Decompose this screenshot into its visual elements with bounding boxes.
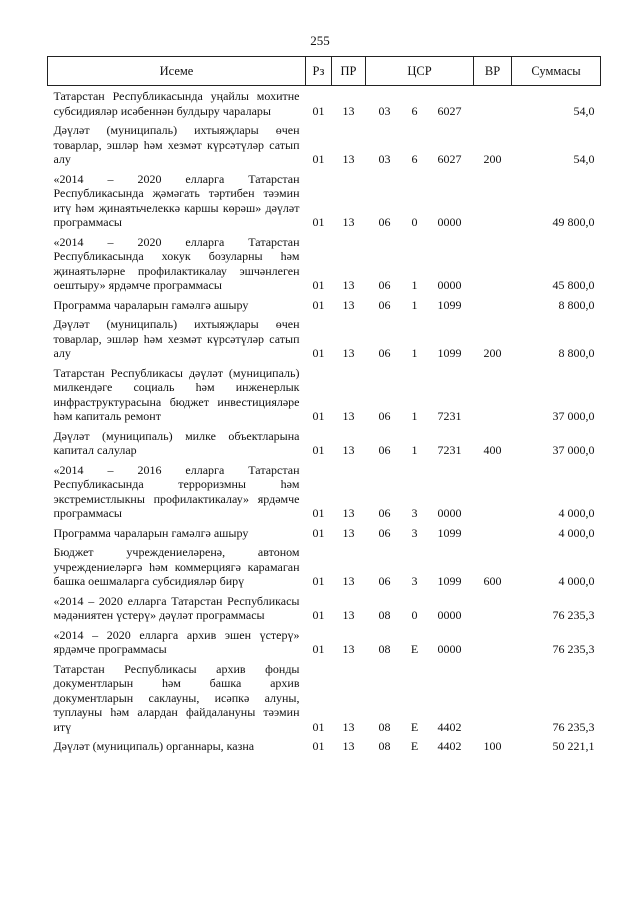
cell-vr bbox=[474, 460, 512, 523]
cell-rz: 01 bbox=[312, 608, 325, 622]
cell-name: «2014 – 2020 елларга Татарстан Республикасында җәмәгать тәртибен тәэмин итү һәм җинаятьчелеккә каршы көрәш» дәүләт программасы bbox=[53, 171, 300, 229]
cell-vr bbox=[474, 523, 512, 543]
table-row bbox=[48, 523, 601, 543]
cell-rz: 01 bbox=[312, 215, 325, 229]
cell-csr-3: 4402 bbox=[437, 719, 462, 734]
cell-rz: 01 bbox=[312, 642, 325, 656]
cell-vr bbox=[474, 625, 512, 659]
cell-sum: 54,0 bbox=[573, 152, 595, 166]
table-row bbox=[48, 314, 601, 363]
cell-csr-3: 7231 bbox=[437, 443, 462, 457]
budget-table bbox=[47, 56, 601, 756]
table-row bbox=[48, 591, 601, 625]
header-csr: ЦСР bbox=[366, 57, 474, 86]
cell-pr: 13 bbox=[342, 346, 355, 360]
cell-vr: 100 bbox=[483, 739, 502, 753]
table-row bbox=[48, 542, 601, 591]
header-name: Исеме bbox=[48, 57, 306, 86]
cell-name: Бюджет учреждениеләренә, автоном учреждениеләргә һәм коммерциягә карамаган башка оешмаларга субсидияләр бирү bbox=[53, 545, 300, 588]
cell-name: Дәүләт (муниципаль) органнары, казна bbox=[53, 739, 255, 753]
table-row bbox=[48, 232, 601, 295]
cell-csr-1: 06 bbox=[378, 278, 391, 292]
cell-rz: 01 bbox=[312, 443, 325, 457]
cell-csr-1: 08 bbox=[378, 642, 391, 656]
cell-name: Дәүләт (муниципаль) ихтыяҗлары өчен товарлар, эшләр һәм хезмәт күрсәтүләр сатып алу bbox=[53, 317, 300, 360]
cell-name: Дәүләт (муниципаль) милке объектларына капитал салулар bbox=[53, 428, 300, 457]
cell-name: Татарстан Республикасында уңайлы мохитне субсидияләр исәбеннән булдыру чаралары bbox=[53, 89, 300, 118]
cell-pr: 13 bbox=[342, 443, 355, 457]
cell-rz: 01 bbox=[312, 278, 325, 292]
table-row bbox=[48, 426, 601, 460]
cell-csr-2: 0 bbox=[411, 608, 418, 622]
cell-csr-3: 1099 bbox=[437, 525, 462, 540]
cell-pr: 13 bbox=[342, 215, 355, 229]
cell-csr-3: 1099 bbox=[437, 346, 462, 360]
cell-csr-3: 6027 bbox=[437, 103, 462, 118]
cell-name: Татарстан Республикасы архив фонды документларын һәм башка архив документларын саклауны, исәпкә алуны, туплауны һәм алардан файдалануны тәэмин итү bbox=[53, 661, 300, 734]
cell-sum: 8 800,0 bbox=[558, 346, 595, 360]
cell-vr: 200 bbox=[483, 152, 502, 166]
cell-vr: 200 bbox=[483, 346, 502, 360]
cell-csr-2: 6 bbox=[411, 152, 418, 166]
cell-csr-3: 0000 bbox=[437, 278, 462, 292]
cell-csr-3: 1099 bbox=[437, 297, 462, 312]
cell-csr-3: 4402 bbox=[437, 739, 462, 753]
cell-csr-2: 1 bbox=[411, 346, 418, 360]
cell-sum: 76 235,3 bbox=[552, 608, 595, 622]
cell-sum: 4 000,0 bbox=[558, 574, 595, 588]
cell-pr: 13 bbox=[342, 574, 355, 588]
cell-vr: 600 bbox=[483, 574, 502, 588]
cell-pr: 13 bbox=[342, 739, 355, 753]
cell-sum: 4 000,0 bbox=[558, 506, 595, 520]
cell-rz: 01 bbox=[312, 525, 325, 540]
table-row bbox=[48, 363, 601, 426]
table-row bbox=[48, 120, 601, 169]
cell-pr: 13 bbox=[342, 506, 355, 520]
cell-rz: 01 bbox=[312, 152, 325, 166]
table-row bbox=[48, 295, 601, 315]
cell-vr bbox=[474, 232, 512, 295]
cell-pr: 13 bbox=[342, 297, 355, 312]
cell-vr bbox=[474, 363, 512, 426]
cell-csr-2: Е bbox=[410, 719, 419, 734]
cell-pr: 13 bbox=[342, 278, 355, 292]
header-vr: ВР bbox=[474, 57, 512, 86]
cell-csr-1: 06 bbox=[378, 574, 391, 588]
table-header-row bbox=[48, 57, 601, 86]
cell-csr-1: 06 bbox=[378, 297, 391, 312]
cell-pr: 13 bbox=[342, 608, 355, 622]
cell-pr: 13 bbox=[342, 409, 355, 423]
cell-rz: 01 bbox=[312, 574, 325, 588]
cell-csr-2: 1 bbox=[411, 443, 418, 457]
cell-pr: 13 bbox=[342, 719, 355, 734]
cell-csr-2: 1 bbox=[411, 409, 418, 423]
cell-name: «2014 – 2020 елларга архив эшен үстерү» ярдәмче программасы bbox=[53, 627, 300, 656]
table-row bbox=[48, 169, 601, 232]
cell-rz: 01 bbox=[312, 409, 325, 423]
cell-pr: 13 bbox=[342, 525, 355, 540]
cell-csr-1: 06 bbox=[378, 346, 391, 360]
cell-csr-3: 0000 bbox=[437, 506, 462, 520]
cell-csr-1: 03 bbox=[378, 103, 391, 118]
table-row bbox=[48, 460, 601, 523]
cell-sum: 4 000,0 bbox=[558, 525, 595, 540]
header-rz: Рз bbox=[306, 57, 332, 86]
cell-csr-3: 0000 bbox=[437, 642, 462, 656]
cell-sum: 45 800,0 bbox=[552, 278, 595, 292]
cell-csr-3: 1099 bbox=[437, 574, 462, 588]
cell-csr-3: 0000 bbox=[437, 608, 462, 622]
cell-vr: 400 bbox=[483, 443, 502, 457]
cell-sum: 37 000,0 bbox=[552, 409, 595, 423]
cell-rz: 01 bbox=[312, 297, 325, 312]
cell-sum: 8 800,0 bbox=[558, 297, 595, 312]
cell-pr: 13 bbox=[342, 103, 355, 118]
cell-csr-1: 06 bbox=[378, 525, 391, 540]
table-row bbox=[48, 625, 601, 659]
cell-csr-2: Е bbox=[410, 739, 419, 753]
cell-vr bbox=[474, 86, 512, 121]
cell-rz: 01 bbox=[312, 103, 325, 118]
cell-vr bbox=[474, 169, 512, 232]
cell-name: «2014 – 2020 елларга Татарстан Республикасында хокук бозуларны һәм җинаятьләрне профилактикалау эшчәнлеген оештыру» ярдәмче программасы bbox=[53, 234, 300, 292]
cell-csr-1: 08 bbox=[378, 739, 391, 753]
cell-sum: 76 235,3 bbox=[552, 642, 595, 656]
cell-csr-1: 06 bbox=[378, 443, 391, 457]
cell-csr-1: 08 bbox=[378, 719, 391, 734]
cell-csr-3: 6027 bbox=[437, 152, 462, 166]
cell-csr-3: 0000 bbox=[437, 215, 462, 229]
table-row bbox=[48, 86, 601, 121]
cell-sum: 37 000,0 bbox=[552, 443, 595, 457]
cell-rz: 01 bbox=[312, 346, 325, 360]
cell-name: «2014 – 2020 елларга Татарстан Республикасы мәдәниятен үстерү» дәүләт программасы bbox=[53, 593, 300, 622]
cell-csr-2: 6 bbox=[411, 103, 418, 118]
cell-csr-2: 3 bbox=[411, 574, 418, 588]
cell-vr bbox=[474, 295, 512, 315]
cell-csr-1: 03 bbox=[378, 152, 391, 166]
cell-csr-1: 08 bbox=[378, 608, 391, 622]
cell-rz: 01 bbox=[312, 719, 325, 734]
cell-pr: 13 bbox=[342, 152, 355, 166]
cell-sum: 76 235,3 bbox=[552, 719, 595, 734]
cell-name: Программа чараларын гамәлгә ашыру bbox=[53, 525, 249, 540]
cell-csr-1: 06 bbox=[378, 506, 391, 520]
cell-pr: 13 bbox=[342, 642, 355, 656]
cell-vr bbox=[474, 591, 512, 625]
cell-name: Программа чараларын гамәлгә ашыру bbox=[53, 297, 249, 312]
cell-csr-2: 3 bbox=[411, 506, 418, 520]
cell-sum: 50 221,1 bbox=[552, 739, 595, 753]
cell-sum: 49 800,0 bbox=[552, 215, 595, 229]
cell-csr-3: 7231 bbox=[437, 409, 462, 423]
cell-rz: 01 bbox=[312, 506, 325, 520]
cell-vr bbox=[474, 659, 512, 737]
cell-csr-2: 1 bbox=[411, 297, 418, 312]
cell-rz: 01 bbox=[312, 739, 325, 753]
cell-csr-2: 1 bbox=[411, 278, 418, 292]
table-row bbox=[48, 659, 601, 737]
page-number: 255 bbox=[310, 33, 330, 48]
cell-name: Татарстан Республикасы дәүләт (муниципаль) милкендәге социаль һәм инженерлык инфраструктурасына бюджет инвестицияләре һәм капиталь ремонт bbox=[53, 365, 300, 423]
table-row bbox=[48, 736, 601, 756]
cell-csr-1: 06 bbox=[378, 215, 391, 229]
header-pr: ПР bbox=[332, 57, 366, 86]
cell-name: Дәүләт (муниципаль) ихтыяҗлары өчен товарлар, эшләр һәм хезмәт күрсәтүләр сатып алу bbox=[53, 123, 300, 166]
cell-csr-2: Е bbox=[410, 642, 419, 656]
cell-csr-2: 0 bbox=[411, 215, 418, 229]
cell-csr-1: 06 bbox=[378, 409, 391, 423]
cell-csr-2: 3 bbox=[411, 525, 418, 540]
cell-name: «2014 – 2016 елларга Татарстан Республикасында терроризмны һәм экстремистлыкны профилактикалау» ярдәмче программасы bbox=[53, 462, 300, 520]
header-sum: Суммасы bbox=[512, 57, 601, 86]
cell-sum: 54,0 bbox=[573, 103, 595, 118]
